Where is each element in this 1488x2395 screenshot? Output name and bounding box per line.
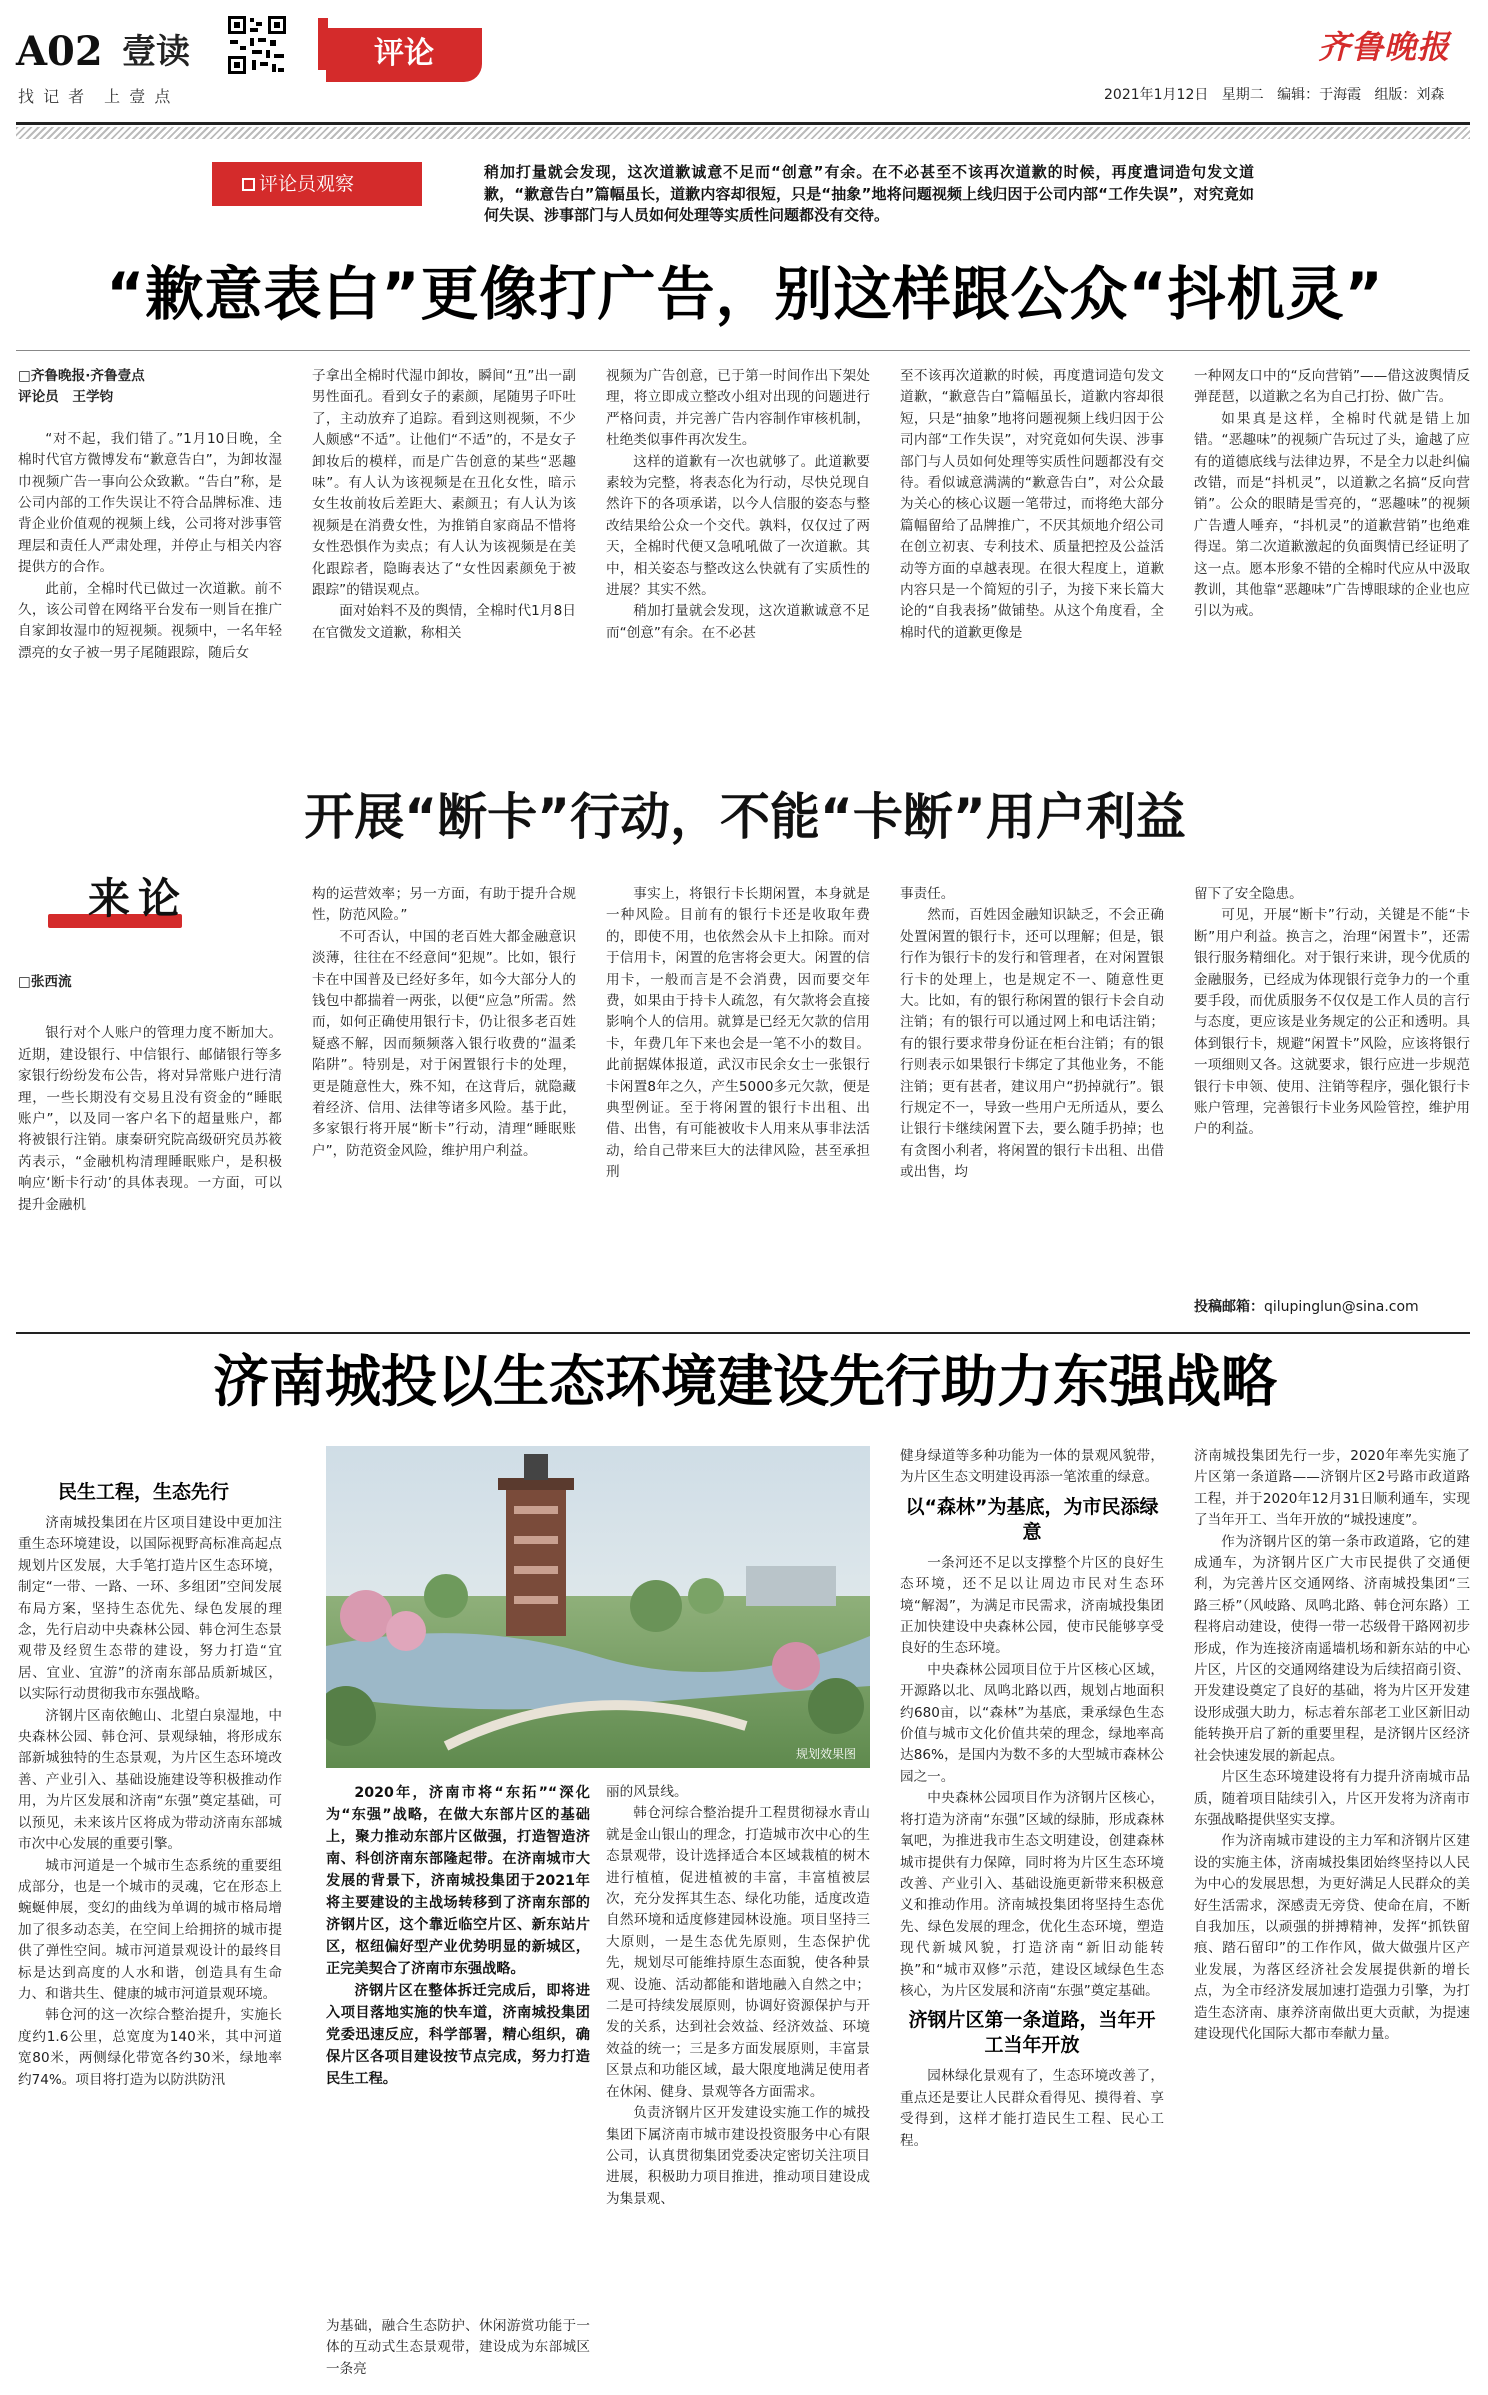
paragraph: 韩仓河的这一次综合整治提升，实施长度约1.6公里，总宽度为140米，其中河道宽80米，两侧绿化带宽各约30米，绿地率约74%。项目将打造为以防洪防汛 xyxy=(18,2007,282,2088)
laiyun-badge-label: 来论 xyxy=(88,874,189,923)
article1-summary: 稍加打量就会发现，这次道歉诚意不足而“创意”有余。在不必甚至不该再次道歉的时候，再度遣词造句发文道歉，“歉意告白”篇幅虽长，道歉内容却很短，只是“抽象”地将问题视频上线归因于公司内部“工作失误”，对究竟如何失误、涉事部门与人员如何处理等实质性问题都没有交待。 xyxy=(484,163,1254,224)
paragraph: 留下了安全隐患。 xyxy=(1194,886,1303,902)
masthead-pattern xyxy=(16,127,1470,139)
article2-author: □张西流 xyxy=(18,974,72,990)
article3-col4 xyxy=(900,1446,1164,2378)
paragraph: 片区生态环境建设将有力提升济南城市品质，随着项目陆续引入，片区开发将为济南市东强战略提供坚实支撑。 xyxy=(1194,1769,1470,1828)
masthead-rule xyxy=(16,122,1470,125)
paragraph: 然而，百姓因金融知识缺乏，不会正确处置闲置的银行卡，还可以理解；但是，银行作为银行卡的发行和管理者，在对闲置银行卡的处理上，也是规定不一、随意性更大。比如，有的银行称闲置的银行卡会自动注销；有的银行可以通过网上和电话注销；有的银行要求带身份证在柜台注销；有的银行则表示如果银行卡绑定了其他业务，不能注销；更有甚者，建议用户“扔掉就行”。银行规定不一，导致一些用户无所适从，要么让银行卡继续闲置下去，要么随手扔掉；也有贪图小利者，将闲置的银行卡出租、出借或出售，均 xyxy=(900,907,1164,1181)
article1-col1 xyxy=(18,366,282,750)
subheading-2: 以“森林”为基底，为市民添绿意 xyxy=(905,1495,1159,1543)
article1-col4 xyxy=(900,366,1164,750)
article2-col1 xyxy=(18,972,282,1328)
paragraph: 负责济钢片区开发建设实施工作的城投集团下属济南市城市建设投资服务中心有限公司，认真贯彻集团党委决定密切关注项目进展，积极助力项目推进，推动项目建设成为集景观、 xyxy=(606,2105,870,2207)
paragraph: 子拿出全棉时代湿巾卸妆，瞬间“丑”出一副男性面孔。看到女子的素颜，尾随男子吓吐了，主动放弃了追踪。看到这则视频，不少人颇感“不适”。让他们“不适”的，不是女子卸妆后的模样，而是广告创意的某些“恶趣味”。有人认为该视频是在丑化女性，暗示女生妆前妆后差距大、素颜丑；有人认为该视频是在消费女性，为推销自家商品不惜将女性恐惧作为卖点；有人认为该视频是在美化跟踪者，隐晦表达了“女性因素颜免于被跟踪”的错误观点。 xyxy=(312,368,576,599)
photo-label: 规划效果图 xyxy=(795,1747,856,1761)
paragraph: 至不该再次道歉的时候，再度遣词造句发文道歉，“歉意告白”篇幅虽长，道歉内容却很短，只是“抽象”地将问题视频上线归因于公司内部“工作失误”，对究竟如何失误、涉事部门与人员如何处理等实质性问题都没有交待。看似诚意满满的“歉意告白”，对公众最为关心的核心议题一笔带过，而将绝大部分篇幅留给了品牌推广，不厌其烦地介绍公司在创立初衷、专利技术、质量把控及公益活动等方面的卓越表现。在很大程度上，道歉内容只是一个简短的引子，为接下来长篇大论的“自我表扬”做铺垫。从这个角度看，全棉时代的道歉更像是 xyxy=(900,368,1164,641)
article2-col5 xyxy=(1194,884,1470,1284)
contact-email[interactable]: qilupinglun@sina.com xyxy=(1264,1299,1419,1315)
masthead xyxy=(0,0,1488,124)
paragraph: 中央森林公园项目作为济钢片区核心，将打造为济南“东强”区域的绿肺，形成森林氧吧，为推进我市生态文明建设，创建森林城市提供有力保障，同时将为片区生态环境改善、产业引入、基础设施更新带来积极意义和推动作用。济南城投集团将坚持生态优先、绿色发展的理念，优化生态环境，塑造现代新城风貌，打造济南“新旧动能转换”和“城市双修”示范，建设区域绿色生态核心，为片区发展和济南“东强”奠定基础。 xyxy=(900,1790,1164,1999)
paragraph: 园林绿化景观有了，生态环境改善了，重点还是要让人民群众看得见、摸得着、享受得到，这样才能打造民生工程、民心工程。 xyxy=(900,2068,1164,2149)
issue-date: 2021年1月12日 xyxy=(1104,87,1209,103)
article1-col5 xyxy=(1194,366,1470,750)
paragraph: 如果真是这样，全棉时代就是错上加错。“恶趣味”的视频广告玩过了头，逾越了应有的道德底线与法律边界，不是全力以赴纠偏改错，而是“抖机灵”，以道歉之名搞“反向营销”。公众的眼睛是雪亮的，“恶趣味”的视频广告遭人唾弃，“抖机灵”的道歉营销”也绝难得逞。第二次道歉激起的负面舆情已经证明了这一点。愿本形象不错的全棉时代应从中汲取教训，其他靠“恶趣味”广告博眼球的企业也应引以为戒。 xyxy=(1194,410,1470,620)
layout-credit: 组版：刘森 xyxy=(1374,87,1445,103)
article3-col2-bottom xyxy=(326,2316,590,2378)
byline-line1: □齐鲁晚报·齐鲁壹点 xyxy=(18,368,145,384)
editor-credit: 编辑：于海霞 xyxy=(1277,87,1362,103)
article3-col3 xyxy=(606,1782,870,2378)
article3-title: 济南城投以生态环境建设先行助力东强战略 xyxy=(213,1350,1277,1415)
paragraph: 为基础，融合生态防护、休闲游赏功能于一体的互动式生态景观带，建设成为东部城区一条亮 xyxy=(326,2318,590,2377)
project-rendering-image xyxy=(326,1446,870,1768)
article1-title: “歉意表白”更像打广告，别这样跟公众“抖机灵” xyxy=(106,260,1384,328)
paragraph: 韩仓河综合整治提升工程贯彻禄水青山就是金山银山的理念，打造城市次中心的生态景观带，设计选择适合本区域栽植的树木进行植植，促进植被的丰富，丰富植被层次，充分发挥其生态、绿化功能，适度改造自然环境和适度修建园林设施。项目坚持三大原则，一是生态优先原则，生态保护优先，规划尽可能维持原生态面貌，使各种景观、设施、活动都能和谐地融入自然之中；二是可持续发展原则，协调好资源保护与开发的关系，达到社会效益、经济效益、环境效益的统一；三是多方面发展原则，丰富景区景点和功能区域，最大限度地满足使用者在休闲、健身、景观等各方面需求。 xyxy=(606,1805,870,2100)
paper-logo: 齐鲁晚报 xyxy=(1318,28,1451,66)
issue-weekday: 星期二 xyxy=(1221,87,1264,103)
paragraph: 可见，开展“断卡”行动，关键是不能“卡断”用户利益。换言之，治理“闲置卡”，还需银行服务精细化。对于银行来讲，现今优质的金融服务，已经成为体现银行竞争力的一个重要手段，而优质服务不仅仅是工作人员的言行与态度，更应该是业务规定的公正和透明。具体到银行卡，规避“闲置卡”风险，应该将银行一项细则又各。这就要求，银行应进一步规范银行卡申领、使用、注销等程序，强化银行卡账户管理，完善银行卡业务风险管控，维护用户的利益。 xyxy=(1194,907,1470,1138)
commentary-badge xyxy=(212,162,422,206)
paragraph: 事责任。 xyxy=(900,886,955,902)
article3-col1 xyxy=(18,1474,282,2378)
article1-col2 xyxy=(312,366,576,750)
paragraph: 不可否认，中国的老百姓大都金融意识淡薄，往往在不经意间“犯规”。比如，银行卡在中国普及已经好多年，如今大部分人的钱包中都揣着一两张，以便“应急”所需。然而，如何正确使用银行卡，仍让很多老百姓疑惑不解，因而频频落入银行收费的“温柔陷阱”。特别是，对于闲置银行卡的处理，更是随意性大，殊不知，在这背后，就隐藏着经济、信用、法律等诸多风险。基于此，多家银行将开展“断卡”行动，清理“睡眠账户”，防范资金风险，维护用户利益。 xyxy=(312,928,576,1159)
section-band xyxy=(326,28,482,82)
paragraph: 银行对个人账户的管理力度不断加大。近期，建设银行、中信银行、邮储银行等多家银行纷纷发布公告，将对异常账户进行清理，一些长期没有交易且没有资金的“睡眠账户”，以及同一客户名下的超量账户，都将被银行注销。康秦研究院高级研究员苏筱芮表示，“金融机构清理睡眠账户，是积极响应‘断卡行动’的具体表现。一方面，可以提升金融机 xyxy=(18,1025,282,1213)
section-name: 壹读 xyxy=(122,32,190,72)
article1-title-rule xyxy=(16,350,1470,351)
badge-icon xyxy=(242,178,255,191)
commentary-badge-label: 评论员观察 xyxy=(259,173,355,195)
paragraph: 面对始料不及的舆情，全棉时代1月8日在官微发文道歉，称相关 xyxy=(312,603,576,641)
paragraph: “对不起，我们错了。”1月10日晚，全棉时代官方微博发布“歉意告白”，为卸妆湿巾视频广告一事向公众致歉。“告白”称，是公司内部的工作失误让不符合品牌标准、违背企业价值观的视频上线，公司将对涉事管理层和责任人严肃处理，并停止与相关内容提供方的合作。 xyxy=(18,430,282,576)
article2-title: 开展“断卡”行动，不能“卡断”用户利益 xyxy=(304,788,1186,846)
lead-paragraph: 2020年，济南市将“东拓”“深化为“东强”战略，在做大东部片区的基础上，聚力推动东部片区做强，打造智造济南、科创济南东部隆起带。在济南城市大发展的背景下，济南城投集团于2021年将主要建设的主战场转移到了济南东部的济钢片区，这个靠近临空片区、新东站片区，枢纽偏好型产业优势明显的新城区，正完美契合了济南市东强战略。 xyxy=(326,1785,590,1977)
qr-code-icon xyxy=(226,14,288,76)
subheading-1: 民生工程，生态先行 xyxy=(58,1481,230,1503)
article2-col3 xyxy=(606,884,870,1328)
paragraph: 视频为广告创意，已于第一时间作出下架处理，将立即成立整改小组对出现的问题进行严格问责，并完善广告内容制作审核机制，杜绝类似事件再次发生。 xyxy=(606,368,870,449)
paragraph: 此前，全棉时代已做过一次道歉。前不久，该公司曾在网络平台发布一则旨在推广自家卸妆湿巾的短视频。视频中，一名年轻漂亮的女子被一男子尾随跟踪，随后女 xyxy=(18,580,282,661)
paragraph: 事实上，将银行卡长期闲置，本身就是一种风险。目前有的银行卡还是收取年费的，即使不用，也依然会从卡上扣除。而对于信用卡，闲置的危害将会更大。闲置的信用卡，一般而言是不会消费，因而要交年费，如果由于持卡人疏忽，有欠款将会直接影响个人的信用。就算是已经无欠款的信用卡，年费几年下来也会是一笔不小的数目。此前据媒体报道，武汉市民余女士一张银行卡闲置8年之久，产生5000多元欠款，便是典型例证。至于将闲置的银行卡出租、出借、出售，有可能被收卡人用来从事非法活动，给自己带来巨大的法律风险，甚至承担刑 xyxy=(606,886,870,1181)
article2-col4 xyxy=(900,884,1164,1328)
tagline: 找 记 者 上 壹 点 xyxy=(18,87,173,106)
paragraph: 中央森林公园项目位于片区核心区域，开源路以北、凤鸣北路以西，规划占地面积约680亩，以“森林”为基底，秉承绿色生态价值与城市文化价值共荣的理念，绿地率高达86%，是国内为数不多的大型城市森林公园之一。 xyxy=(900,1661,1164,1785)
paragraph: 济南城投集团先行一步，2020年率先实施了片区第一条道路——济钢片区2号路市政道路工程，并于2020年12月31日顺利通车，实现了当年开工、当年开放的“城投速度”。 xyxy=(1194,1448,1470,1529)
paragraph: 作为济钢片区的第一条市政道路，它的建成通车，为济钢片区广大市民提供了交通便利，为完善片区交通网络、济南城投集团“三路三桥”（风岐路、凤鸣北路、韩仓河东路）工程将启动建设，使得一带一芯级骨干路网初步形成，作为连接济南遥墙机场和新东站的中心片区，片区的交通网络建设为后续招商引资、开发建设奠定了良好的基础，将为片区开发建设形成强大助力，标志着东部老工业区新旧动能转换开启了新的重要里程，是济钢片区经济社会快速发展的新起点。 xyxy=(1194,1533,1470,1764)
paragraph: 作为济南城市建设的主力军和济钢片区建设的实施主体，济南城投集团始终坚持以人民为中心的发展思想，为更好满足人民群众的美好生活需求，深感责无旁贷、使命在肩，不断自我加压，以顽强的拼搏精神，发挥“抓铁留痕、踏石留印”的工作作风，做大做强片区产业发展，为落区经济社会发展提供新的增长点，为全市经济发展加速打造强力引擎，为打造生态济南、康养济南做出更大贡献，为提速建设现代化国际大都市奉献力量。 xyxy=(1194,1833,1470,2042)
paragraph: 一条河还不足以支撑整个片区的良好生态环境，还不足以让周边市民对生态环境“解渴”，为满足市民需求，济南城投集团正加快建设中央森林公园，使市民能够享受良好的生态环境。 xyxy=(900,1554,1164,1657)
paragraph: 济南城投集团在片区项目建设中更加注重生态环境建设，以国际视野高标准高起点规划片区发展，大手笔打造片区生态环境，制定“一带、一路、一环、多组团”空间发展布局方案，坚持生态优先、绿色发展的理念，先行启动中央森林公园、韩仓河生态景观带及经贸生态带的建设，努力打造“宜居、宜业、宜游”的济南东部品质新城区，以实际行动贯彻我市东强战略。 xyxy=(18,1515,282,1703)
contact-label: 投稿邮箱： xyxy=(1194,1299,1264,1315)
paragraph: 健身绿道等多种功能为一体的景观风貌带，为片区生态文明建设再添一笔浓重的绿意。 xyxy=(900,1448,1164,1486)
paragraph: 丽的风景线。 xyxy=(606,1784,688,1800)
laiyun-badge xyxy=(18,870,284,942)
paragraph: 济钢片区南依鲍山、北望白泉湿地，中央森林公园、韩仓河、景观绿轴，将形成东部新城独特的生态景观，为片区生态环境改善、产业引入、基础设施建设等积极推动作用，为片区发展和济南“东强”奠定基础，可以预见，未来该片区将成为带动济南东部城市次中心发展的重要引擎。 xyxy=(18,1707,282,1853)
lead-paragraph: 济钢片区在整体拆迁完成后，即将进入项目落地实施的快车道，济南城投集团党委迅速反应，科学部署，精心组织，确保片区各项目建设按节点完成，努力打造民生工程。 xyxy=(326,1983,590,2087)
section-band-label: 评论 xyxy=(374,36,434,71)
paragraph: 构的运营效率；另一方面，有助于提升合规性，防范风险。” xyxy=(312,886,576,924)
paragraph: 稍加打量就会发现，这次道歉诚意不足而“创意”有余。在不必甚 xyxy=(606,603,870,641)
article3-col5 xyxy=(1194,1446,1470,2378)
paragraph: 城市河道是一个城市生态系统的重要组成部分，也是一个城市的灵魂，它在形态上蜿蜒伸展，变幻的曲线为单调的城市格局增加了很多动态美，在空间上给拥挤的城市提供了弹性空间。城市河道景观设计的最终目标是达到高度的人水和谐，创造具有生命力、和谐共生、健康的城市河道景观环境。 xyxy=(18,1857,282,2002)
byline-line2: 评论员 王学钧 xyxy=(18,389,114,406)
contact-line xyxy=(1194,1296,1470,1316)
article1-col3 xyxy=(606,366,870,750)
page-number: A02 xyxy=(16,28,103,75)
article2-col2 xyxy=(312,884,576,1328)
article3-lead xyxy=(326,1782,590,2282)
paragraph: 一种网友口中的“反向营销”——借这波舆情反弹琵琶，以道歉之名为自己打扮、做广告。 xyxy=(1194,368,1470,406)
article3-top-rule xyxy=(16,1332,1470,1334)
issue-info xyxy=(1104,84,1444,104)
subheading-3: 济钢片区第一条道路，当年开工当年开放 xyxy=(908,2009,1156,2057)
paragraph: 这样的道歉有一次也就够了。此道歉要素较为完整，将表态化为行动，尽快兑现自然许下的各项承诺，以今人信服的姿态与整改结果给公众一个交代。孰料，仅仅过了两天，全棉时代便又急吼吼做了一次道歉。其中，相关姿态与整改这么快就有了实质性的进展？其实不然。 xyxy=(606,453,870,599)
